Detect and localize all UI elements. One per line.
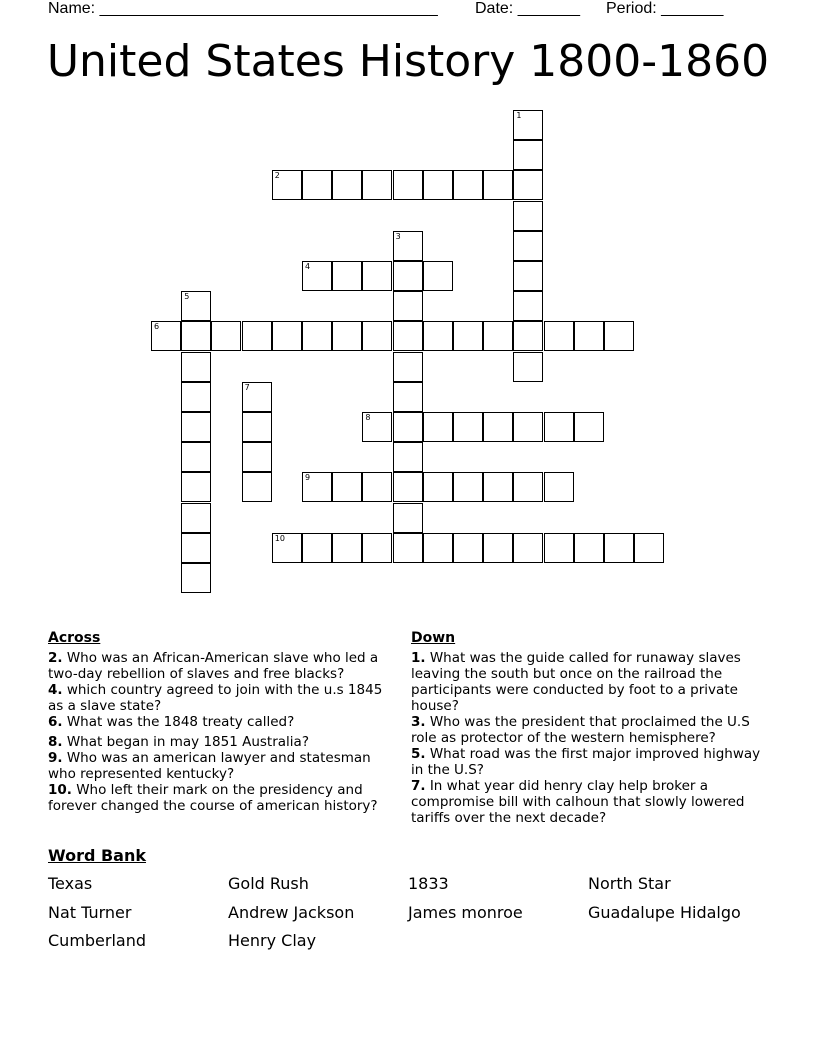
date-field-label: Date: _______ xyxy=(475,0,580,17)
clue-number: 6 xyxy=(154,322,160,332)
clue-text: Who left their mark on the presidency and forever changed the course of american history? xyxy=(48,782,378,814)
crossword-cell[interactable] xyxy=(211,321,241,351)
down-clue xyxy=(411,714,776,746)
clue-number: 3 xyxy=(395,231,401,241)
crossword-cell[interactable] xyxy=(393,291,423,321)
clue-text: Who was an american lawyer and statesman who represented kentucky? xyxy=(48,750,371,782)
word-bank-item: James monroe xyxy=(408,903,523,922)
crossword-cell[interactable] xyxy=(574,533,604,563)
crossword-cell[interactable] xyxy=(393,503,423,533)
crossword-cell[interactable] xyxy=(393,352,423,382)
clue-number: 4 xyxy=(305,262,311,271)
clue-text: which country agreed to join with the u.s 1845 as a slave state? xyxy=(48,682,383,714)
crossword-cell[interactable] xyxy=(453,412,483,442)
clue-num: 1. xyxy=(411,650,426,666)
crossword-cell[interactable] xyxy=(302,261,332,291)
clue-num: 2. xyxy=(48,650,63,666)
word-bank-item: Guadalupe Hidalgo xyxy=(588,903,741,922)
crossword-cell[interactable] xyxy=(302,472,332,502)
crossword-cell[interactable] xyxy=(513,352,543,382)
crossword-cell[interactable] xyxy=(544,412,574,442)
crossword-cell[interactable] xyxy=(302,321,332,351)
crossword-cell[interactable] xyxy=(453,472,483,502)
across-clue xyxy=(48,734,398,750)
word-bank-item: Andrew Jackson xyxy=(228,903,355,922)
crossword-cell[interactable] xyxy=(393,231,423,261)
crossword-cell[interactable] xyxy=(393,261,423,291)
crossword-cell[interactable] xyxy=(302,533,332,563)
crossword-cell[interactable] xyxy=(362,533,392,563)
crossword-cell[interactable] xyxy=(272,321,302,351)
crossword-cell[interactable] xyxy=(513,412,543,442)
crossword-cell[interactable] xyxy=(483,533,513,563)
crossword-cell[interactable] xyxy=(393,382,423,412)
crossword-cell[interactable] xyxy=(332,261,362,291)
crossword-cell[interactable] xyxy=(393,442,423,472)
clue-num: 4. xyxy=(48,682,63,698)
crossword-cell[interactable] xyxy=(181,472,211,502)
across-clue xyxy=(48,782,398,814)
clue-number: 9 xyxy=(305,473,311,483)
crossword-cell[interactable] xyxy=(513,201,543,231)
word-bank-item: North Star xyxy=(588,874,671,893)
crossword-cell[interactable] xyxy=(513,321,543,351)
crossword-cell[interactable] xyxy=(181,412,211,442)
crossword-cell[interactable] xyxy=(574,412,604,442)
crossword-cell[interactable] xyxy=(574,321,604,351)
crossword-cell[interactable] xyxy=(332,472,362,502)
crossword-cell[interactable] xyxy=(604,533,634,563)
crossword-cell[interactable] xyxy=(181,382,211,412)
crossword-cell[interactable] xyxy=(513,472,543,502)
down-clue xyxy=(411,650,776,714)
crossword-cell[interactable] xyxy=(181,352,211,382)
clue-num: 8. xyxy=(48,734,63,750)
clue-text: In what year did henry clay help broker a compromise bill with calhoun that slowly lowered tariffs over the next decade? xyxy=(411,778,745,826)
crossword-cell[interactable] xyxy=(362,472,392,502)
word-bank-item: Texas xyxy=(48,874,93,893)
crossword-cell[interactable] xyxy=(393,412,423,442)
down-clues xyxy=(411,630,776,826)
crossword-cell[interactable] xyxy=(332,533,362,563)
crossword-cell[interactable] xyxy=(513,110,543,140)
crossword-cell[interactable] xyxy=(181,321,211,351)
clue-num: 3. xyxy=(411,714,426,730)
crossword-cell[interactable] xyxy=(513,170,543,200)
clue-text: Who was the president that proclaimed the U.S role as protector of the western hemisphere? xyxy=(411,714,750,746)
crossword-cell[interactable] xyxy=(332,170,362,200)
crossword-cell[interactable] xyxy=(393,472,423,502)
crossword-cell[interactable] xyxy=(483,472,513,502)
crossword-cell[interactable] xyxy=(272,170,302,200)
crossword-cell[interactable] xyxy=(544,533,574,563)
clue-number: 2 xyxy=(274,171,280,181)
across-clue xyxy=(48,714,398,730)
crossword-cell[interactable] xyxy=(513,261,543,291)
crossword-cell[interactable] xyxy=(393,170,423,200)
crossword-cell[interactable] xyxy=(181,533,211,563)
crossword-cell[interactable] xyxy=(423,533,453,563)
across-clue xyxy=(48,650,398,682)
clue-text: What began in may 1851 Australia? xyxy=(62,734,309,750)
across-heading: Across xyxy=(48,630,101,646)
crossword-cell[interactable] xyxy=(393,533,423,563)
crossword-cell[interactable] xyxy=(453,533,483,563)
crossword-cell[interactable] xyxy=(181,442,211,472)
clue-text: Who was an African-American slave who led a two-day rebellion of slaves and free blacks? xyxy=(48,650,379,682)
across-clue xyxy=(48,750,398,782)
crossword-cell[interactable] xyxy=(423,170,453,200)
clue-text: What road was the first major improved highway in the U.S? xyxy=(411,746,761,778)
clue-text: What was the 1848 treaty called? xyxy=(62,714,295,730)
down-clue xyxy=(411,746,776,778)
clue-number: 5 xyxy=(184,292,190,302)
crossword-cell[interactable] xyxy=(362,261,392,291)
crossword-cell[interactable] xyxy=(362,412,392,442)
crossword-cell[interactable] xyxy=(513,291,543,321)
crossword-cell[interactable] xyxy=(362,170,392,200)
crossword-cell[interactable] xyxy=(302,170,332,200)
across-clues xyxy=(48,630,398,814)
crossword-cell[interactable] xyxy=(634,533,664,563)
crossword-cell[interactable] xyxy=(423,261,453,291)
word-bank-item: Nat Turner xyxy=(48,903,132,922)
clue-num: 5. xyxy=(411,746,426,762)
crossword-cell[interactable] xyxy=(513,140,543,170)
crossword-cell[interactable] xyxy=(181,563,211,593)
across-clue xyxy=(48,682,398,714)
clue-number: 10 xyxy=(274,533,285,543)
crossword-cell[interactable] xyxy=(483,412,513,442)
crossword-cell[interactable] xyxy=(242,321,272,351)
period-field-label: Period: _______ xyxy=(606,0,724,17)
clue-number: 1 xyxy=(516,111,522,120)
word-bank-item: Cumberland xyxy=(48,931,147,950)
crossword-cell[interactable] xyxy=(513,533,543,563)
crossword-cell[interactable] xyxy=(453,321,483,351)
page-title: United States History 1800-1860 xyxy=(46,36,770,87)
crossword-cell[interactable] xyxy=(362,321,392,351)
crossword-cell[interactable] xyxy=(332,321,362,351)
crossword-cell[interactable] xyxy=(423,321,453,351)
clue-text: What was the guide called for runaway slaves leaving the south but once on the railroad the participants were conducted by foot to a private house? xyxy=(411,650,741,714)
clue-number: 7 xyxy=(244,382,250,392)
crossword-cell[interactable] xyxy=(544,321,574,351)
word-bank-item: Henry Clay xyxy=(228,931,317,950)
crossword-cell[interactable] xyxy=(393,321,423,351)
crossword-cell[interactable] xyxy=(423,472,453,502)
crossword-cell[interactable] xyxy=(181,291,211,321)
clue-num: 9. xyxy=(48,750,63,766)
crossword-cell[interactable] xyxy=(181,503,211,533)
word-bank-heading: Word Bank xyxy=(48,846,147,865)
down-heading: Down xyxy=(411,630,456,646)
crossword-cell[interactable] xyxy=(604,321,634,351)
crossword-cell[interactable] xyxy=(242,412,272,442)
clue-number: 8 xyxy=(365,413,371,422)
crossword-cell[interactable] xyxy=(272,533,302,563)
crossword-cell[interactable] xyxy=(242,442,272,472)
crossword-cell[interactable] xyxy=(483,170,513,200)
word-bank-item: 1833 xyxy=(408,874,449,893)
word-bank-item: Gold Rush xyxy=(228,874,309,893)
crossword-cell[interactable] xyxy=(544,472,574,502)
down-clue xyxy=(411,778,776,826)
crossword-cell[interactable] xyxy=(242,472,272,502)
clue-num: 10. xyxy=(48,782,72,798)
crossword-cell[interactable] xyxy=(483,321,513,351)
crossword-cell[interactable] xyxy=(513,231,543,261)
clue-num: 6. xyxy=(48,714,63,730)
clue-num: 7. xyxy=(411,778,426,794)
crossword-cell[interactable] xyxy=(242,382,272,412)
crossword-cell[interactable] xyxy=(453,170,483,200)
crossword-cell[interactable] xyxy=(423,412,453,442)
crossword-cell[interactable] xyxy=(151,321,181,351)
name-field-label: Name: ______________________________________ xyxy=(48,0,438,17)
